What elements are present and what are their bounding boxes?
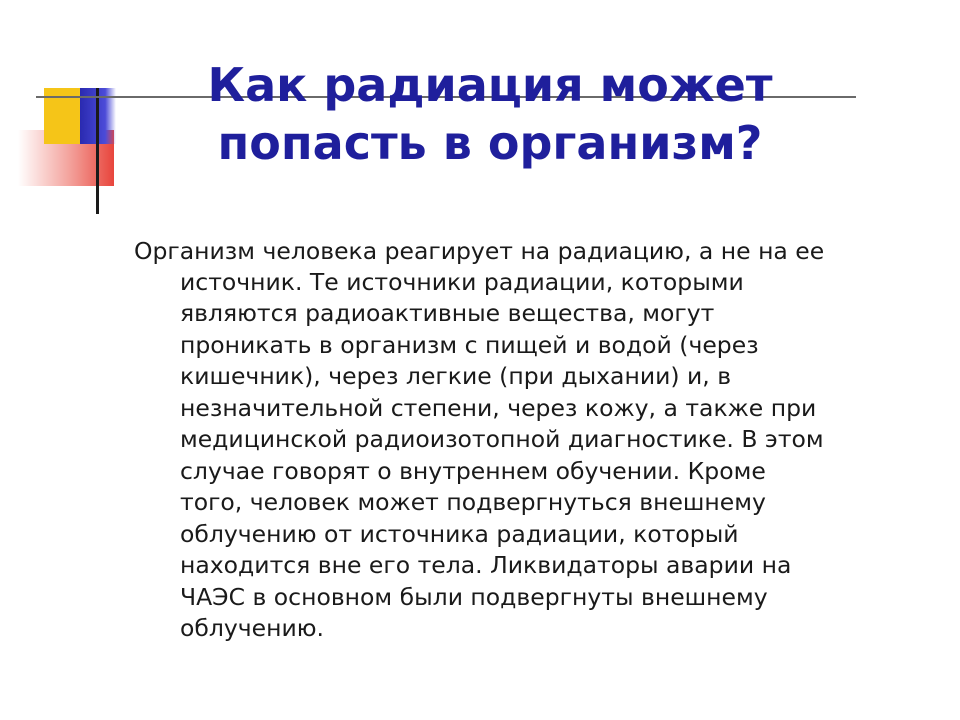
slide-body [134,212,834,668]
body-paragraph: Организм человека реагирует на радиацию, а не на ее источник. Те источники радиации, которыми являются радиоактивные вещества, могут проникать в организм с пищей и водой (через кишечник), через легкие (при дыхании) и, в незначительной степени, через кожу, а также при медицинской радиоизотопной диагностике. В этом случае говорят о внутреннем обучении. Кроме того, человек может подвергнуться внешнему облучению от источника радиации, который находится вне его тела. Ликвидаторы аварии на ЧАЭС в основном были подвергнуты внешнему облучению. [134,236,825,643]
vertical-rule-icon [96,88,99,214]
slide-title: Как радиация может попасть в организм? [207,57,773,170]
